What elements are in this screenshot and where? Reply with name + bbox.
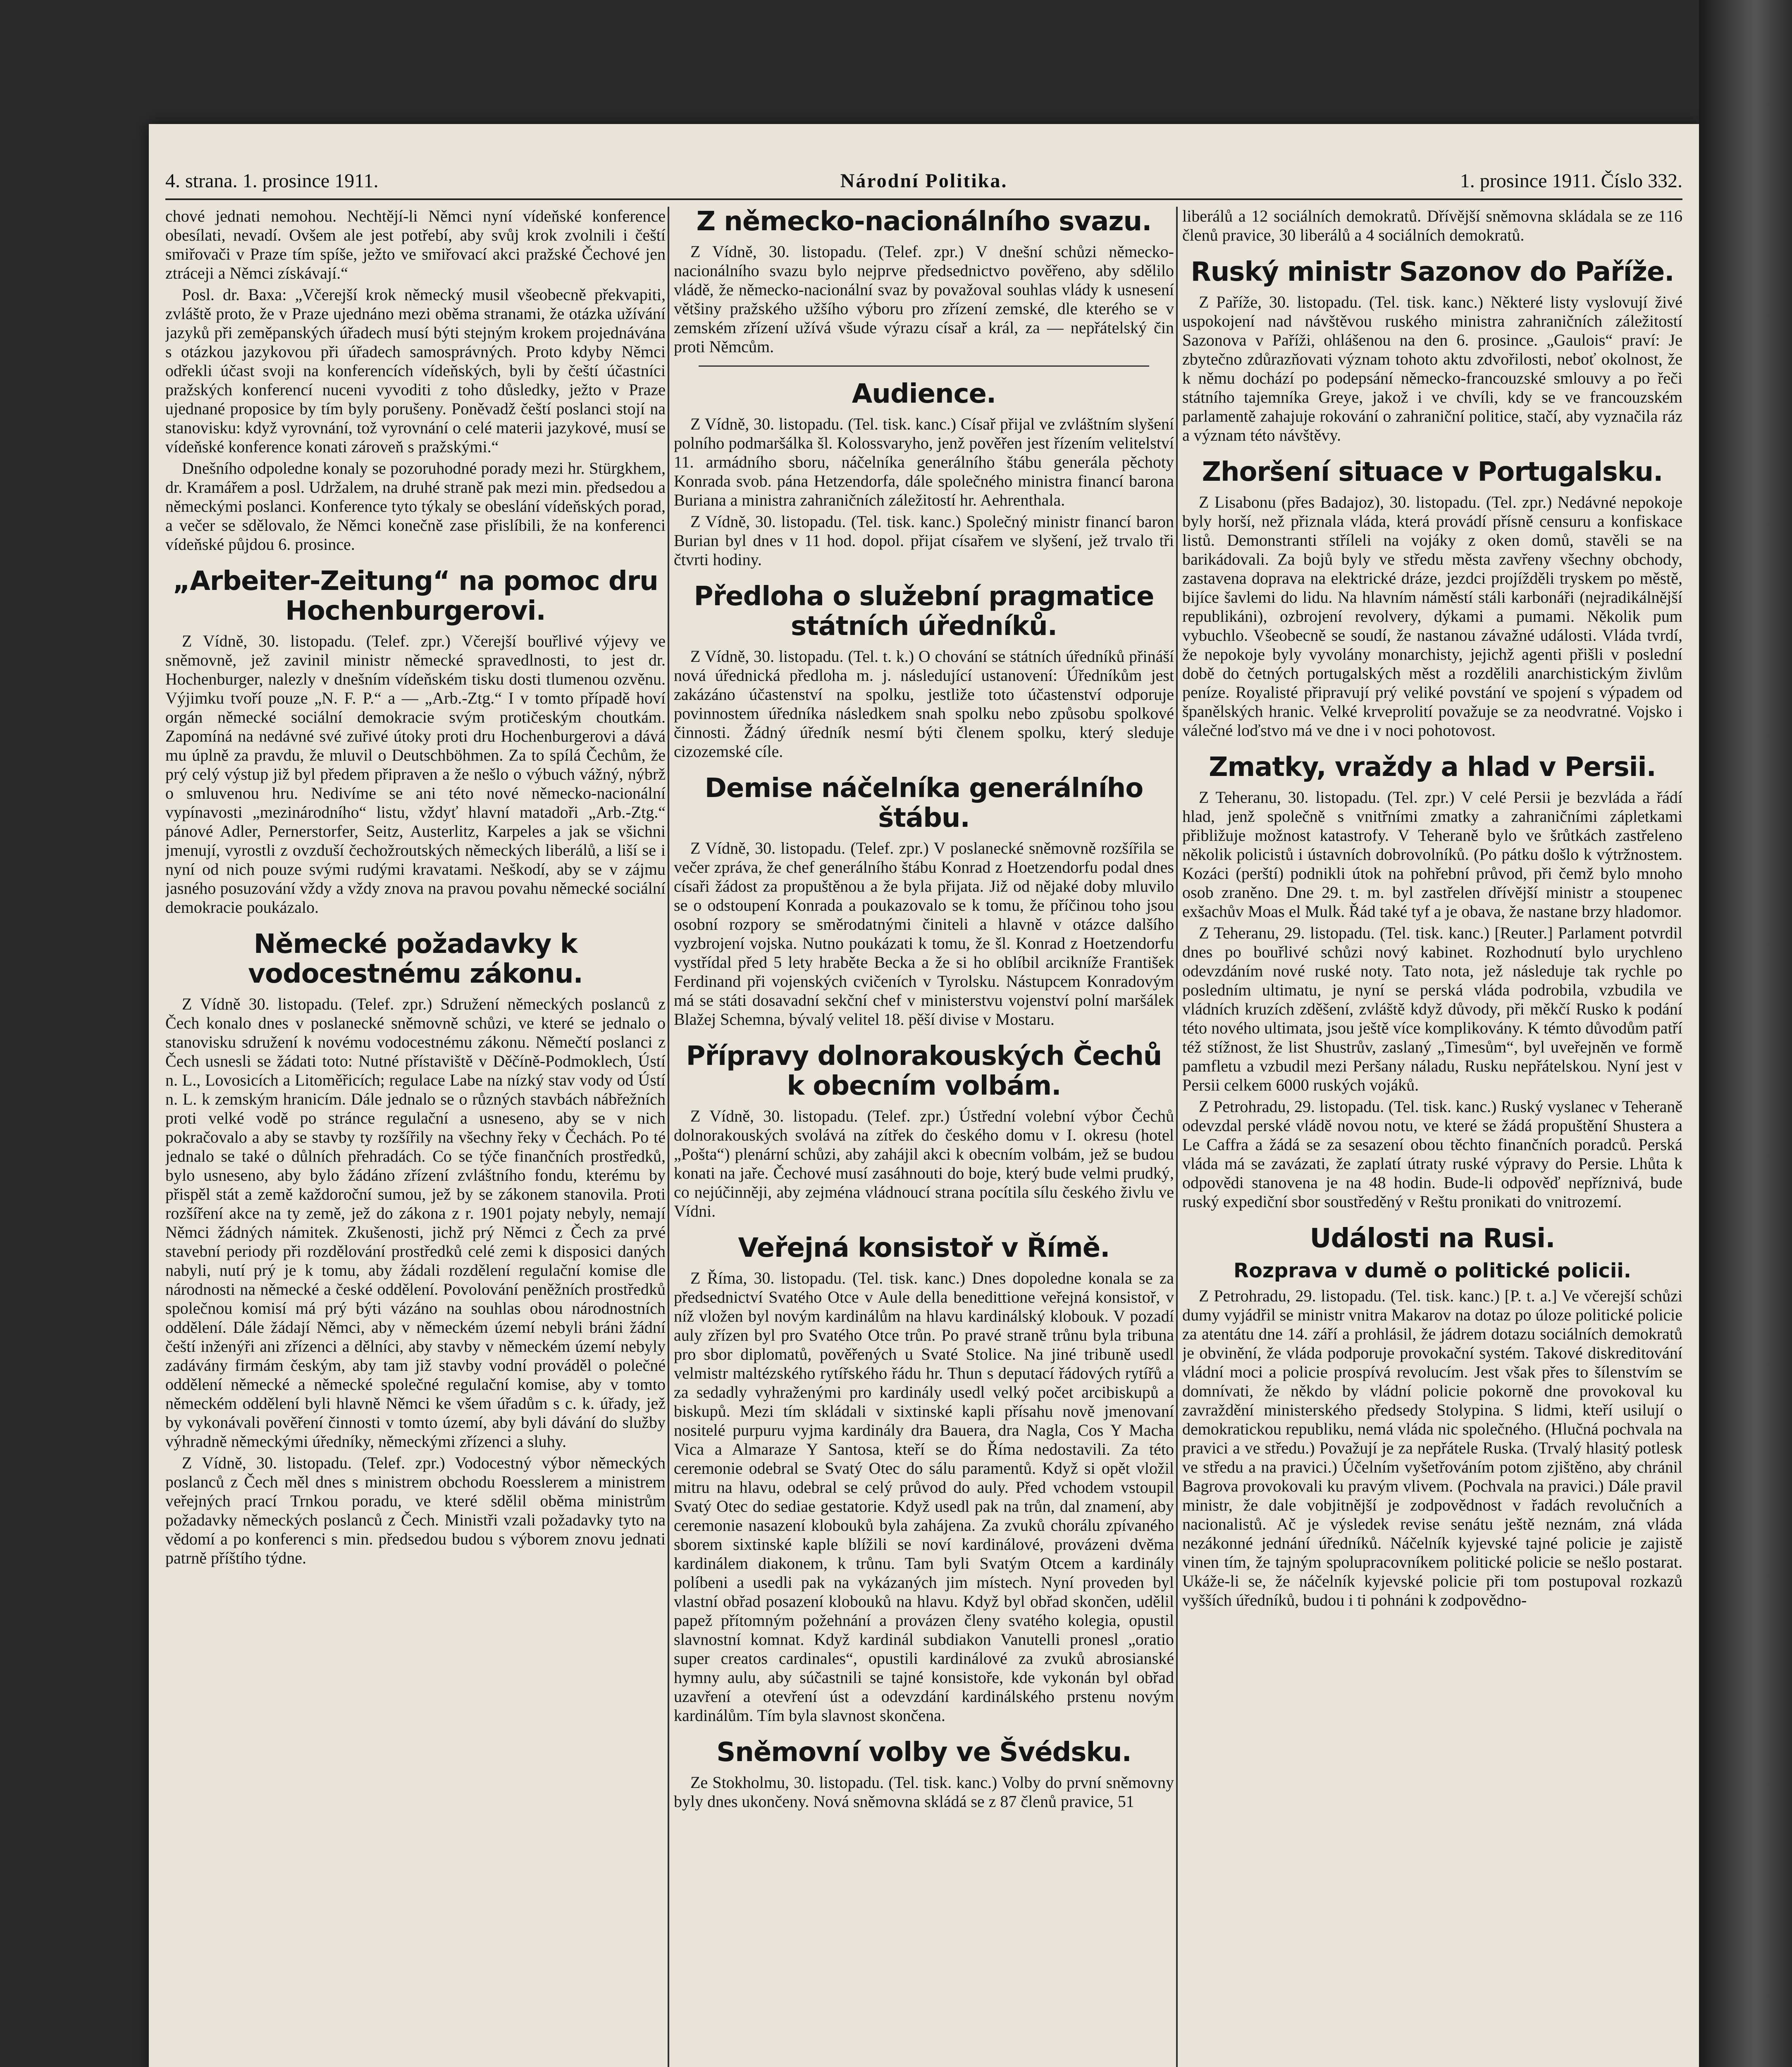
page-header: [165, 169, 1682, 200]
headline-demise-nacelnika: Demise náčelníka generálního štábu.: [704, 773, 1143, 833]
article-paragraph: Z Vídně, 30. listopadu. (Tel. tisk. kanc.) Císař přijal ve zvláštním slyšení polního podmaršálka šl. Kolossvaryho, jenž pověřen jest řízením velitelství 11. armádního sboru, náčelníka generálního štábu generála pěchoty Konrada svob. pána Hetzendorfa, dále společného ministra financí barona Buriana a ministra zahraničních záležitostí hr. Aehrenthala.: [674, 415, 1174, 509]
article-paragraph: Z Říma, 30. listopadu. (Tel. tisk. kanc.) Dnes dopoledne konala se za předsednictví Svatého Otce v Aule della benedittione veřejná konsistoř, v níž vložen byl novým kardinálům na hlavu kardinálský klobouk. V pozadí auly zřízen byl pro Svatého Otce trůn. Po pravé straně trůnu byla tribuna pro sbor diplomatů, pověřených u Svaté Stolice. Na jiné tribuně usedl velmistr maltézského rytířského řádu hr. Thun s deputací řádových rytířů a za sedadly vyhraženými pro kardinály usedl velký počet arcibiskupů a biskupů. Mezi tím skládali v sixtinské kapli přísahu nově jmenovaní nositelé purpuru vyjma kardinály dra Bauera, dra Nagla, Cos Y Macha Vica a Almaraze Y Santosa, kteří se do Říma nedostavili. Za této ceremonie odebral se Svatý Otec do sálu paramentů. Když si opět vložil mitru na hlavu, odebral se celý průvod do auly. Před vchodem vstoupil Svatý Otec do sediae gestatorie. Když usedl pak na trůn, dal znamení, aby ceremonie nasazení klobouků byla zahájena. Za zvuků chorálu zpívaného sborem sixtinské kaple blížili se noví kardinálové, provázeni dvěma kardinálem diakonem, k trůnu. Tam byli Svatým Otcem a kardinály políbeni a usedli pak na vykázaných jim místech. Nyní proveden byl vlastní obřad posazení klobouků na hlavu. Když byl obřad skončen, udělil papež přítomným požehnání a provázen členy svatého kolegia, opustil slavnostní komnat. Když kardinál subdiakon Vanutelli pronesl „oratio super creatos cardinales“, opustili kardinálové za zvuků abrosianské hymny aulu, aby súčastnili se tajné konsistoře, kde vykonán byl obřad uzavření a otevření úst a odevzdání kardinálského prstenu novým kardinálům. Tím byla slavnost skončena.: [674, 1269, 1174, 1725]
article-paragraph: Z Vídně, 30. listopadu. (Tel. t. k.) O chování se státních úředníků přináší nová úřednická předloha m. j. následující ustanovení: Úředníkům jest zakázáno účastenství na spolku, jestliže toto účastenství odporuje povinnostem úředníka následkem snah spolku nebo způsobu spolkové činnosti. Žádný úředník nesmí býti členem spolku, který sleduje cizozemské cíle.: [674, 647, 1174, 761]
headline-nemecke-pozadavky: Německé požadavky k vodocestnému zákonu.: [248, 929, 583, 989]
column-1: [165, 207, 666, 2067]
headline-sluzebni-pragmatika: Předloha o služební pragmatice státních úředníků.: [694, 581, 1154, 642]
headline-verejna-konsistor: Veřejná konsistoř v Římě.: [738, 1233, 1110, 1263]
subheadline-duma: Rozprava v dumě o politické policii.: [1233, 1259, 1631, 1282]
headline-nemecko-nacionalni-svaz: Z německo-nacionálního svazu.: [696, 207, 1152, 237]
headline-audience: Audience.: [852, 379, 996, 409]
article-paragraph: Z Vídně, 30. listopadu. (Tel. tisk. kanc.) Společný ministr financí baron Burian byl dnes v 11 hod. dopol. přijat císařem ve slyšení, jež trvalo tři čtvrti hodiny.: [674, 512, 1174, 569]
article-paragraph: Z Petrohradu, 29. listopadu. (Tel. tisk. kanc.) Ruský vyslanec v Teheraně odevzdal perské vládě novou notu, ve které se žádá propuštění Shustera a Le Caffra a žádá se za sesazení obou těchto finančních poradců. Perská vláda má se zavázati, že zaplatí útraty ruské výpravy do Persie. Lhůta k odpovědi stanovena je na 48 hodin. Bude-li odpověď nepříznivá, bude ruský expediční sbor soustředěný v Reštu pronikati do vnitrozemí.: [1182, 1097, 1682, 1211]
article-paragraph: Z Paříže, 30. listopadu. (Tel. tisk. kanc.) Některé listy vyslovují živé uspokojení nad návštěvou ruského ministra zahraničních záležitostí Sazonova v Paříži, ohlášenou na den 6. prosince. „Gaulois“ praví: Je zbytečno zdůrazňovati význam tohoto aktu zdvořilosti, neboť okolnost, že k němu dochází po podepsání německo-francouzské smlouvy a po řeči státního tajemníka Greye, jakož i ve chvíli, kdy se ve francouzském parlamentě zahajuje rokování o zahraniční politice, stačí, aby vyznačila ráz a význam této návštěvy.: [1182, 293, 1682, 444]
header-date-left: 4. strana. 1. prosince 1911.: [165, 170, 379, 192]
article-paragraph: Z Vídně, 30. listopadu. (Telef. zpr.) Vodocestný výbor německých poslanců z Čech měl dnes s ministrem obchodu Roesslerem a ministrem veřejných prací Trnkou poradu, ve které sdělil oběma ministrům požadavky německých poslanců z Čech. Ministři vzali požadavky tyto na vědomí a po konferenci s min. předsedou budou s výborem znovu jednati patrně příštího týdne.: [165, 1454, 666, 1567]
column-3: [1182, 207, 1682, 2067]
headline-arbeiter-zeitung: „Arbeiter-Zeitung“ na pomoc dru Hochenburgerovi.: [173, 566, 658, 626]
article-paragraph: Z Lisabonu (přes Badajoz), 30. listopadu. (Tel. zpr.) Nedávné nepokoje byly horší, než přiznala vláda, která provádí přísně censuru a konfiskace listů. Demonstranti stříleli na vojáky z oken domů, stavěli se na barikádovali. Za bojů byly ve středu města zavřeny všechny obchody, zastavena doprava na elektrické dráze, jezdci projížděli tryskem po městě, bijíce šavlemi do lidu. Na hlavním náměstí stáli karbonáři (nejradikálnější republikáni), ozbrojení revolvery, dýkami a pumami. Několik pum vybuchlo. Všeobecně se soudí, že nastanou závažné události. Vláda tvrdí, že nepokoje byly vyvolány monarchisty, jejichž agenti přišli v poslední době do četných portugalských měst a rozdělili anarchistickým živlům peníze. Royalisté připravují prý veliké povstání ve spojení s výpadem od španělských hranic. Velké krveprolití považuje se za neodvratné. Vojsko i válečné loďstvo má ve dne i v noci pohotovost.: [1182, 493, 1682, 740]
article-paragraph: Posl. dr. Baxa: „Včerejší krok německý musil všeobecně překvapiti, zvláště proto, že v Praze ujednáno mezi oběma stranami, že otázka užívání jazyků při zeměpanských úřadech musí býti stejným krokem projednávána s otázkou jazykovou při úřadech samosprávných. Proto kdyby Němci odřekli účast svoji na konferencích vídeňských, byli by čeští účastníci pražských konferencí nuceni vyvoditi z toho důsledky, ježto v Praze ujednané proposice by tím byly porušeny. Poněvadž čeští poslanci stojí na stanovisku: když vyrovnání, tož vyrovnání o celé materii jazykové, musí se vídeňské konference konati zároveň s pražskými.“: [165, 285, 666, 456]
newspaper-page: [149, 124, 1699, 2067]
article-paragraph: chové jednati nemohou. Nechtějí-li Němci nyní vídeňské konference obesílati, nevadí. Ovšem ale jest potřebí, aby svůj krok zvolnili i čeští smiřovači v Praze tím spíše, ježto ve smiřovací akci pražské Čechové jen ztráceji a Němci získávají.“: [165, 207, 666, 282]
headline-pripravy-cechu: Přípravy dolnorakouských Čechů k obecním volbám.: [686, 1041, 1162, 1101]
newspaper-masthead: Národní Politika.: [840, 170, 1008, 192]
article-paragraph: Z Vídně, 30. listopadu. (Telef. zpr.) V dnešní schůzi německo-nacionálního svazu bylo nejprve předsednictvo pověřeno, aby sdělilo vládě, že německo-nacionální svaz by považoval souhlas vlády k usnesení většiny pražského užšího výboru pro zřízení zemské, dle kterého se v zemském zřízení užívá všude výrazu císař a král, za — nepřátelský čin proti Němcům.: [674, 242, 1174, 356]
headline-udalosti-na-rusi: Události na Rusi.: [1310, 1223, 1555, 1254]
headline-sazonov: Ruský ministr Sazonov do Paříže.: [1191, 257, 1674, 287]
article-paragraph: liberálů a 12 sociálních demokratů. Dřívější sněmovna skládala se ze 116 členů pravice, 30 liberálů a 4 sociálních demokratů.: [1182, 207, 1682, 244]
article-paragraph: Z Vídně, 30. listopadu. (Telef. zpr.) Včerejší bouřlivé výjevy ve sněmovně, jež zavinil ministr německé spravedlnosti, to jest dr. Hochenburger, nalezly v dnešním vídeňském tisku dosti tlumenou ozvěnu. Výjimku tvoří pouze „N. F. P.“ a — „Arb.-Ztg.“ I v tomto případě hoví orgán německé sociální demokracie svým protičeským choutkám. Zapomíná na nedávné své zuřivé útoky proti dru Hochenburgerovi a dává mu úplně za pravdu, že mluvil o Deutschböhmen. Za to spílá Čechům, že prý celý výstup již byl předem připraven a že nešlo o výbuch vážný, nýbrž o smluvenou hru. Nedivíme se ani této nové německo-nacionální vypínavosti „mezinárodního“ listu, vždyť hlavní matadoři „Arb.-Ztg.“ pánové Adler, Pernerstorfer, Seitz, Austerlitz, Karpeles a jak se všichni jmenují, vyrostli z ovzduší čechožroutských německých liberálů, a liší se i nyní od nich pouze svými rudými kravatami. Neškodí, aby se v zájmu jasného posuzování vždy a vždy znova na pravou povahu německé sociální demokracie poukázalo.: [165, 632, 666, 917]
headline-portugalsko: Zhoršení situace v Portugalsku.: [1202, 457, 1663, 487]
section-divider: [699, 365, 1149, 367]
article-paragraph: Z Petrohradu, 29. listopadu. (Tel. tisk. kanc.) [P. t. a.] Ve včerejší schůzi dumy vyjádřil se ministr vnitra Makarov na dotaz po úloze politické policie za atentátu dne 14. září a prohlásil, že jádrem dotazu sociálních demokratů je obvinění, že vláda podporuje provokační systém. Takové diskreditování vládní moci a policie prospívá revolucím. Jest však přes to šílenstvím se domnívati, že někdo by vládní policie pokorně dne provokoval ku zavraždění ministerského předsedy Stolypina. S lidmi, kteří usilují o demokratickou republiku, nemá vláda nic společného. (Hlučná pochvala na pravici a ve středu.) Považují je za nepřátele Ruska. (Trvalý hlasitý potlesk ve středu a na pravici.) Účelním vyšetřováním potom zjištěno, aby chránil Bagrova provokovali ku pravým vlivem. (Pochvala na pravici.) Dále pravil ministr, že dale vobjitnější je zodpovědnost v řadách revolučních a nacionalistů. Ač je výsledek revise senátu ještě neznám, zná vláda nezákonné jednání úředníků. Náčelník kyjevské tajné policie je zajistě vinen tím, že tajným spolupracovníkem politické policie se nešlo postarat. Ukáže-li se, že náčelník kyjevské policie při tom postupoval rozkazů vyšších úředníků, budou i ti pohnáni k zodpovědno-: [1182, 1287, 1682, 1609]
headline-persie: Zmatky, vraždy a hlad v Persii.: [1209, 752, 1656, 783]
column-divider: [668, 207, 669, 2067]
article-paragraph: Ze Stokholmu, 30. listopadu. (Tel. tisk. kanc.) Volby do první sněmovny byly dnes ukončeny. Nová sněmovna skládá se z 87 členů pravice, 51: [674, 1773, 1174, 1811]
header-date-issue: 1. prosince 1911. Číslo 332.: [1460, 170, 1682, 192]
article-paragraph: Z Teheranu, 30. listopadu. (Tel. zpr.) V celé Persii je bezvláda a řádí hlad, jenž společně s vnitřními zmatky a zahraničními zápletkami přibližuje možnost katastrofy. V Teheraně bylo ve šrůtkách zastřeleno několik policistů i ústavních dobrovolníků. (Po pátku došlo k výtržnostem. Kozáci (perští) podnikli útok na pohřební průvod, při čemž bylo mnoho osob zraněno. Dne 29. t. m. byl zastřelen dřívější ministr a stoupenec exšachův Moas el Mulk. Řád také tyf a je obava, že nastane brzy hladomor.: [1182, 788, 1682, 921]
column-divider: [1176, 207, 1178, 2067]
article-paragraph: Z Vídně, 30. listopadu. (Telef. zpr.) V poslanecké sněmovně rozšířila se večer zpráva, že chef generálního štábu Konrad z Hoetzendorfu podal dnes císaři žádost za propuštěnou a že byla přijata. Již od nějaké doby mluvilo se o odstoupení Konrada a poukazovalo se k tomu, že příčinou toho jsou osobní rozpory se směrodatnými činiteli a hlavně v otázce dalšího vyzbrojení vojska. Nutno poukázati k tomu, že šl. Konrad z Hoetzendorfu vystřídal před 5 lety hraběte Becka a že si ho oblíbil arcikníže František Ferdinand při vojenských cvičeních v Tyrolsku. Nástupcem Konradovým má se státi dosavadní sekční chef v ministerstvu vojenství polní maršálek Blažej Schemna, bývalý velitel 18. pěší divise v Mostaru.: [674, 839, 1174, 1029]
headline-snemovni-volby: Sněmovní volby ve Švédsku.: [716, 1737, 1131, 1768]
article-paragraph: Z Teheranu, 29. listopadu. (Tel. tisk. kanc.) [Reuter.] Parlament potvrdil dnes po bouřlivé schůzi nový kabinet. Rozhodnutí bylo urychleno odevzdáním nové ruské noty. Tato nota, jež následuje tak rychle po posledním ultimatu, je nyní se perská vláda podrobila, vzbudila ve vládních kruzích zděšení, zvláště když důvody, při měkčí Rusko k podání této nového ultimata, jsou ještě více komplikovány. K témto důvodům patří též stížnost, že list Shustrův, zaslaný „Timesům“, byl uveřejněn ve formě pamfletu a vzbudil mezi Peršany náladu, Rusku nepřátelskou. Nyní jest v Persii celkem 6000 ruských vojáků.: [1182, 924, 1682, 1094]
column-2: [674, 207, 1174, 2067]
page-edge-shadow: [1699, 0, 1792, 2067]
article-paragraph: Dnešního odpoledne konaly se pozoruhodné porady mezi hr. Stürgkhem, dr. Kramářem a posl. Udržalem, na druhé straně pak mezi min. předsedou a německými poslanci. Konference tyto týkaly se obeslání vídeňských porad, a večer se sdělovalo, že Němci konečně zase přislíbili, že na konferenci vídeňské půjdou 6. prosince.: [165, 459, 666, 554]
article-paragraph: Z Vídně 30. listopadu. (Telef. zpr.) Sdružení německých poslanců z Čech konalo dnes v poslanecké sněmovně schůzi, ve které se jednalo o stanovisku sdružení k novému vodocestnému zákonu. Němečtí poslanci z Čech usnesli se žádati toto: Nutné přístaviště v Děčíně-Podmoklech, Ústí n. L., Lovosicích a Litoměřicích; regulace Labe na nízký stav vody od Ústí n. L. k zemským hranicím. Dále jednalo se o různých stavbách nábřežních proti velké vodě po stránce regulační a usneseno, aby se v nich pokračovalo a aby se stavby ty rozšířily na všechny řeky v Čechách. Po té jednalo se také o důlních přehradách. Co se týče finančních prostředků, bylo usneseno, aby bylo žádáno zřízení zvláštního fondu, kterému by přispěl stát a země každoroční sumou, jež by se zákonem stanovila. Proti rozšíření akce na ty země, jež do zákona z r. 1901 pojaty nebyly, nemají Němci žádných námitek. Zkušenosti, jichž prý Němci z Čech za prvé stavební periody při rozdělování prostředků celé zemi k disposici daných nabyli, nutí prý je k tomu, aby žádali rozdělení regulační komise dle národnosti na německé a české oddělení. Povolování peněžních prostředků společnou komisí má prý býti vázáno na souhlas obou národnostních oddělení. Dále žádají Němci, aby v německém území nebyli bráni žádní čeští inženýři ani zřízenci a dělníci, aby stavby v německém území nebyly zadávány firmám českým, aby tam již stavby vodní prováděl o polečné oddělení německé a německé společné regulační komise, aby v tomto německém oddělení byli hlavně Němci ke všem úřadům s c. k. úřady, jež by vykonávali pověření činnosti v tomto území, aby byli dávání do služby výhradně německými úředníky, německými zřízenci a sluhy.: [165, 995, 666, 1451]
article-paragraph: Z Vídně, 30. listopadu. (Telef. zpr.) Ústřední volební výbor Čechů dolnorakouských svolává na zítřek do českého domu v I. okresu (hotel „Pošta“) plenární schůzi, aby zahájil akci k obecním volbám, jež se budou konati na jaře. Čechové musí zasáhnouti do boje, který bude velmi prudký, co nejúčinněji, aby zejména vládnoucí strana pocítila sílu českého živlu ve Vídni.: [674, 1107, 1174, 1220]
